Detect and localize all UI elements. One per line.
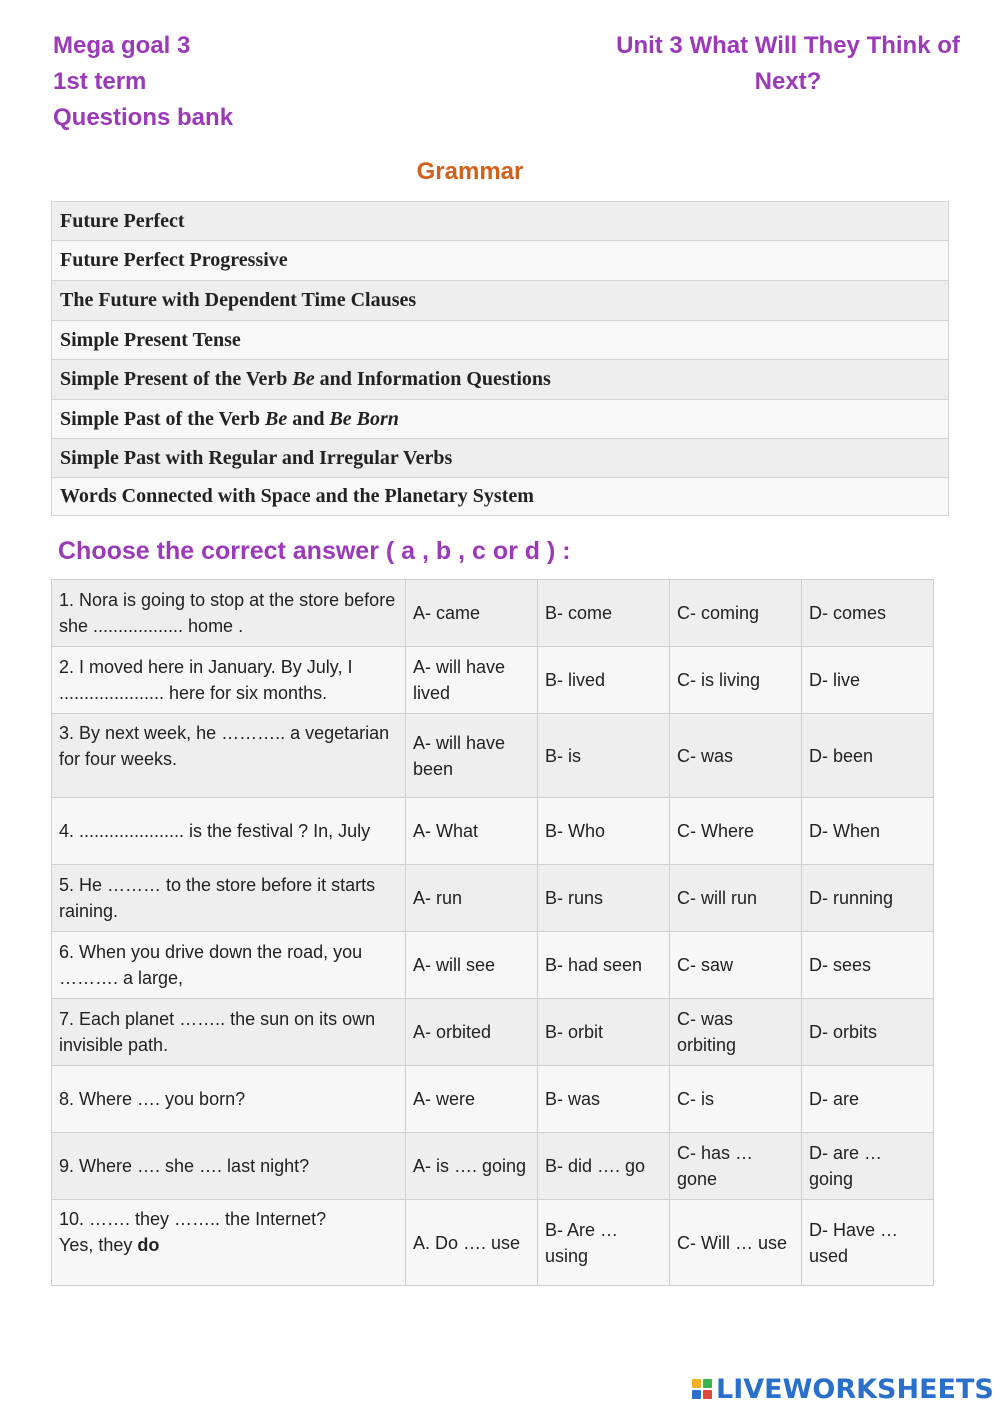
- option-d[interactable]: D- Have … used: [802, 1200, 934, 1286]
- topic-cell: [52, 202, 949, 241]
- section-title: Grammar: [416, 158, 524, 185]
- question-text: [52, 580, 406, 647]
- option-c[interactable]: C- Where: [670, 798, 802, 865]
- question-row: [52, 1066, 934, 1133]
- topic-text: Simple Present of the Verb: [60, 368, 293, 390]
- option-a[interactable]: A- will have been: [406, 714, 538, 798]
- option-a[interactable]: A- will see: [406, 932, 538, 999]
- option-c[interactable]: C- was orbiting: [670, 999, 802, 1066]
- topic-cell: [52, 241, 949, 281]
- option-d[interactable]: D- running: [802, 865, 934, 932]
- question-text: [52, 1200, 406, 1286]
- question-text: [52, 865, 406, 932]
- question-row: [52, 999, 934, 1066]
- question-text: [52, 798, 406, 865]
- question-answer-hint: [59, 1232, 398, 1258]
- option-c[interactable]: C- will run: [670, 865, 802, 932]
- topic-text: Future Perfect Progressive: [60, 249, 288, 271]
- topic-text: Words Connected with Space and the Planetary System: [60, 485, 534, 507]
- question-stem: 5. He ……… to the store before it starts raining.: [59, 875, 376, 921]
- option-a[interactable]: A- came: [406, 580, 538, 647]
- option-d[interactable]: D- comes: [802, 580, 934, 647]
- header-left: [53, 28, 233, 136]
- question-row: [52, 1200, 934, 1286]
- question-stem: 8. Where …. you born?: [59, 1089, 246, 1109]
- topic-text: Simple Past of the Verb: [60, 407, 265, 430]
- question-stem: 7. Each planet …….. the sun on its own invisible path.: [59, 1009, 376, 1055]
- topic-cell: [52, 439, 949, 478]
- option-b[interactable]: B- runs: [538, 865, 670, 932]
- hint-bold-text: do: [137, 1235, 160, 1255]
- topic-text: Be: [292, 368, 315, 390]
- topic-row: [52, 321, 949, 360]
- hint-text: Yes, they: [59, 1235, 138, 1255]
- option-d[interactable]: D- live: [802, 647, 934, 714]
- topic-row: [52, 400, 949, 439]
- question-text: [52, 932, 406, 999]
- option-a[interactable]: A- orbited: [406, 999, 538, 1066]
- option-b[interactable]: B- Are … using: [538, 1200, 670, 1286]
- question-stem: 4. ..................... is the festival ? In, July: [59, 821, 371, 841]
- topic-row: [52, 202, 949, 241]
- bank-label: Questions bank: [53, 104, 234, 131]
- option-b[interactable]: B- did …. go: [538, 1133, 670, 1200]
- option-a[interactable]: A- run: [406, 865, 538, 932]
- liveworksheets-logo: [692, 1372, 994, 1406]
- option-c[interactable]: C- coming: [670, 580, 802, 647]
- option-d[interactable]: D- sees: [802, 932, 934, 999]
- option-d[interactable]: D- are … going: [802, 1133, 934, 1200]
- option-b[interactable]: B- lived: [538, 647, 670, 714]
- topic-text: and Information Questions: [314, 368, 551, 390]
- option-c[interactable]: C- Will … use: [670, 1200, 802, 1286]
- logo-text: LIVEWORKSHEETS: [716, 1373, 994, 1405]
- topic-text: Future Perfect: [60, 209, 185, 232]
- option-a[interactable]: A- will have lived: [406, 647, 538, 714]
- topic-cell: [52, 400, 949, 439]
- option-d[interactable]: D- orbits: [802, 999, 934, 1066]
- option-c[interactable]: C- is: [670, 1066, 802, 1133]
- topic-row: [52, 439, 949, 478]
- question-stem: 2. I moved here in January. By July, I ..................... here for six months.: [59, 657, 353, 703]
- topic-cell: [52, 281, 949, 321]
- topic-text: The Future with Dependent Time Clauses: [60, 289, 417, 311]
- option-d[interactable]: D- are: [802, 1066, 934, 1133]
- question-row: [52, 647, 934, 714]
- unit-title: Unit 3 What Will They Think of Next?: [616, 32, 960, 95]
- question-text: [52, 1066, 406, 1133]
- option-a[interactable]: A- were: [406, 1066, 538, 1133]
- topic-row: [52, 241, 949, 281]
- option-b[interactable]: B- Who: [538, 798, 670, 865]
- topic-row: [52, 360, 949, 400]
- option-a[interactable]: A. Do …. use: [406, 1200, 538, 1286]
- questions-table: [51, 579, 934, 1286]
- topic-text: Be Born: [329, 407, 399, 430]
- option-b[interactable]: B- come: [538, 580, 670, 647]
- topic-text: and: [287, 407, 330, 430]
- question-stem: 6. When you drive down the road, you ………. a large,: [59, 942, 363, 988]
- option-d[interactable]: D- When: [802, 798, 934, 865]
- topic-cell: [52, 360, 949, 400]
- question-row: [52, 865, 934, 932]
- question-row: [52, 714, 934, 798]
- question-row: [52, 580, 934, 647]
- option-d[interactable]: D- been: [802, 714, 934, 798]
- grammar-topics-table: [51, 201, 949, 516]
- topic-cell: [52, 321, 949, 360]
- topic-text: Simple Present Tense: [60, 328, 241, 351]
- question-text: [52, 714, 406, 798]
- question-text: [52, 647, 406, 714]
- topic-row: [52, 281, 949, 321]
- course-title: Mega goal 3: [53, 32, 191, 59]
- question-text: [52, 999, 406, 1066]
- option-a[interactable]: A- What: [406, 798, 538, 865]
- option-c[interactable]: C- saw: [670, 932, 802, 999]
- question-row: [52, 932, 934, 999]
- option-c[interactable]: C- is living: [670, 647, 802, 714]
- question-stem: 10. ……. they …….. the Internet?: [59, 1209, 327, 1229]
- option-b[interactable]: B- is: [538, 714, 670, 798]
- option-b[interactable]: B- orbit: [538, 999, 670, 1066]
- question-stem: 1. Nora is going to stop at the store before she .................. home .: [59, 590, 396, 636]
- topic-text: Simple Past with Regular and Irregular Verbs: [60, 446, 453, 469]
- logo-icon: [692, 1379, 712, 1399]
- instructions: Choose the correct answer ( a , b , c or d ) :: [58, 537, 571, 565]
- question-row: [52, 798, 934, 865]
- option-a[interactable]: A- is …. going: [406, 1133, 538, 1200]
- topic-row: [52, 478, 949, 516]
- question-text: [52, 1133, 406, 1200]
- option-c[interactable]: C- was: [670, 714, 802, 798]
- question-row: [52, 1133, 934, 1200]
- term-label: 1st term: [53, 68, 147, 95]
- question-stem: 9. Where …. she …. last night?: [59, 1156, 310, 1176]
- question-stem: 3. By next week, he ……….. a vegetarian for four weeks.: [59, 723, 390, 769]
- option-b[interactable]: B- had seen: [538, 932, 670, 999]
- topic-text: Be: [265, 407, 288, 430]
- option-c[interactable]: C- has … gone: [670, 1133, 802, 1200]
- topic-cell: [52, 478, 949, 516]
- option-b[interactable]: B- was: [538, 1066, 670, 1133]
